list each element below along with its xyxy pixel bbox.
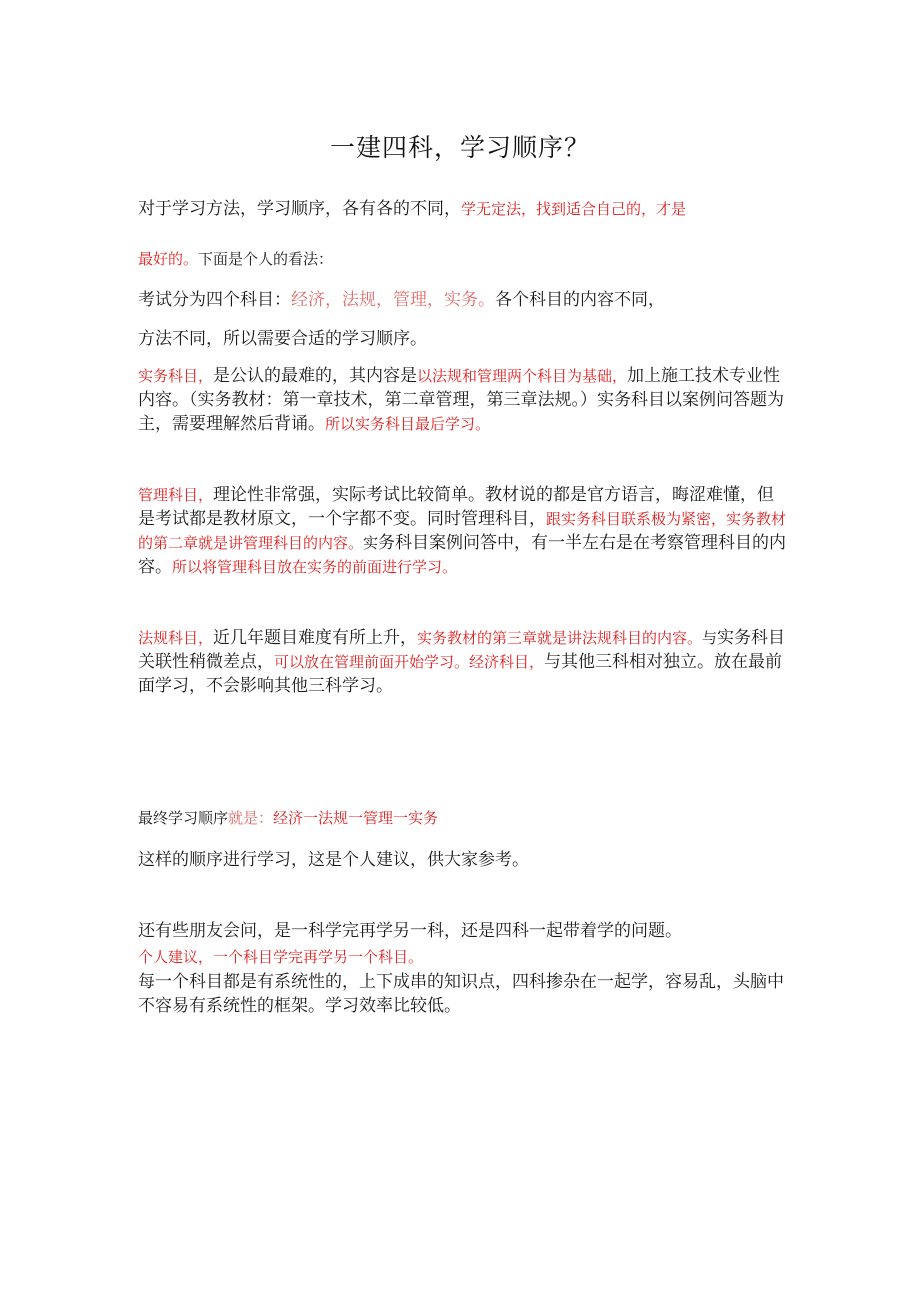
guanli-label: 管理科目， <box>138 486 214 504</box>
fagui-highlight: 实务教材的第三章就是讲法规科目的内容。 <box>417 629 703 647</box>
shiwu-paragraph <box>138 364 788 436</box>
fagui-paragraph <box>138 626 788 698</box>
subjects-line-2: 方法不同，所以需要合适的学习顺序。 <box>138 329 427 349</box>
guanli-highlight: 跟实务科目联系极为紧密，实务教材的第二章就是讲管理科目的内容。 <box>138 510 787 552</box>
subjects-text-2: 各个科目的内容不同， <box>495 290 665 310</box>
answer-explanation: 每一个科目都是有系统性的，上下成串的知识点，四科掺杂在一起学，容易乱，头脑中不容易有系统性的框架。学习效率比较低。 <box>138 972 784 1016</box>
fagui-text-2: 与 <box>702 629 718 647</box>
fagui-label: 法规科目， <box>138 629 214 647</box>
subjects-list: 经济，法规，管理，实务。 <box>291 290 495 310</box>
jingji-label: 可以放在管理前面开始学习。经济科目， <box>274 653 545 671</box>
answer-highlight <box>138 945 788 969</box>
intro-highlight: 学无定法，找到适合自己的，才是 <box>461 200 687 218</box>
shiwu-highlight: 以法规和管理两个科目为基础， <box>417 367 628 385</box>
guanli-conclusion: 所以将管理科目放在实务的前面进行学习。 <box>172 558 458 576</box>
shiwu-label: 实务科目， <box>138 367 214 385</box>
order-label: 最终学习顺序 <box>138 809 229 827</box>
answer-text: 个人建议，一个科目学完再学另一个科目。 <box>138 948 424 966</box>
subjects-line-1 <box>138 288 788 312</box>
fagui-text-3: 实务科目关联性稍微差点， <box>138 628 786 672</box>
final-order <box>138 806 788 830</box>
jingji-text: 与其他三科相对独立。放在最前面学习，不会影响其他三科学习。 <box>138 652 783 696</box>
intro-line-2 <box>138 247 788 271</box>
guanli-text-2: 实 <box>363 534 379 552</box>
intro-text-end: 下面是个人的看法： <box>198 250 334 268</box>
intro-highlight-end: 最好的。 <box>138 250 199 268</box>
shiwu-text-1: 是公认的最难的，其内容是 <box>213 366 418 386</box>
order-connector: 就是： <box>228 809 274 827</box>
intro-text: 对于学习方法，学习顺序，各有各的不同， <box>138 199 461 219</box>
fagui-text-1: 近几年题目难度有所上升， <box>213 628 418 648</box>
guanli-text-3: 务科目案例问答中，有一半左右是在考察管理科目的内容。 <box>138 533 787 577</box>
shiwu-text-2: 加上施工技术专业性内容。（实务教材：第一章技术，第二章管理，第三章法规。）实务科目以案例问答题为主，需要理解然后背诵。 <box>138 366 784 434</box>
suggestion-line: 这样的顺序进行学习，这是个人建议，供大家参考。 <box>138 850 529 870</box>
guanli-text-1: 理论性非常强，实际考试比较简单。教材说的都是官方语言，晦涩难懂，但是考试都是教材原文，一个字都不变。同时管理科目， <box>138 485 775 529</box>
order-sequence: 经济一法规一管理一实务 <box>273 809 439 827</box>
question-line: 还有些朋友会问，是一科学完再学另一科，还是四科一起带着学的问题。 <box>138 921 682 941</box>
shiwu-conclusion: 所以实务科目最后学习。 <box>325 415 491 433</box>
guanli-paragraph <box>138 483 788 579</box>
subjects-text: 考试分为四个科目： <box>138 290 291 310</box>
intro-line-1 <box>138 197 788 221</box>
page-title: 一建四科，学习顺序？ <box>329 133 590 162</box>
